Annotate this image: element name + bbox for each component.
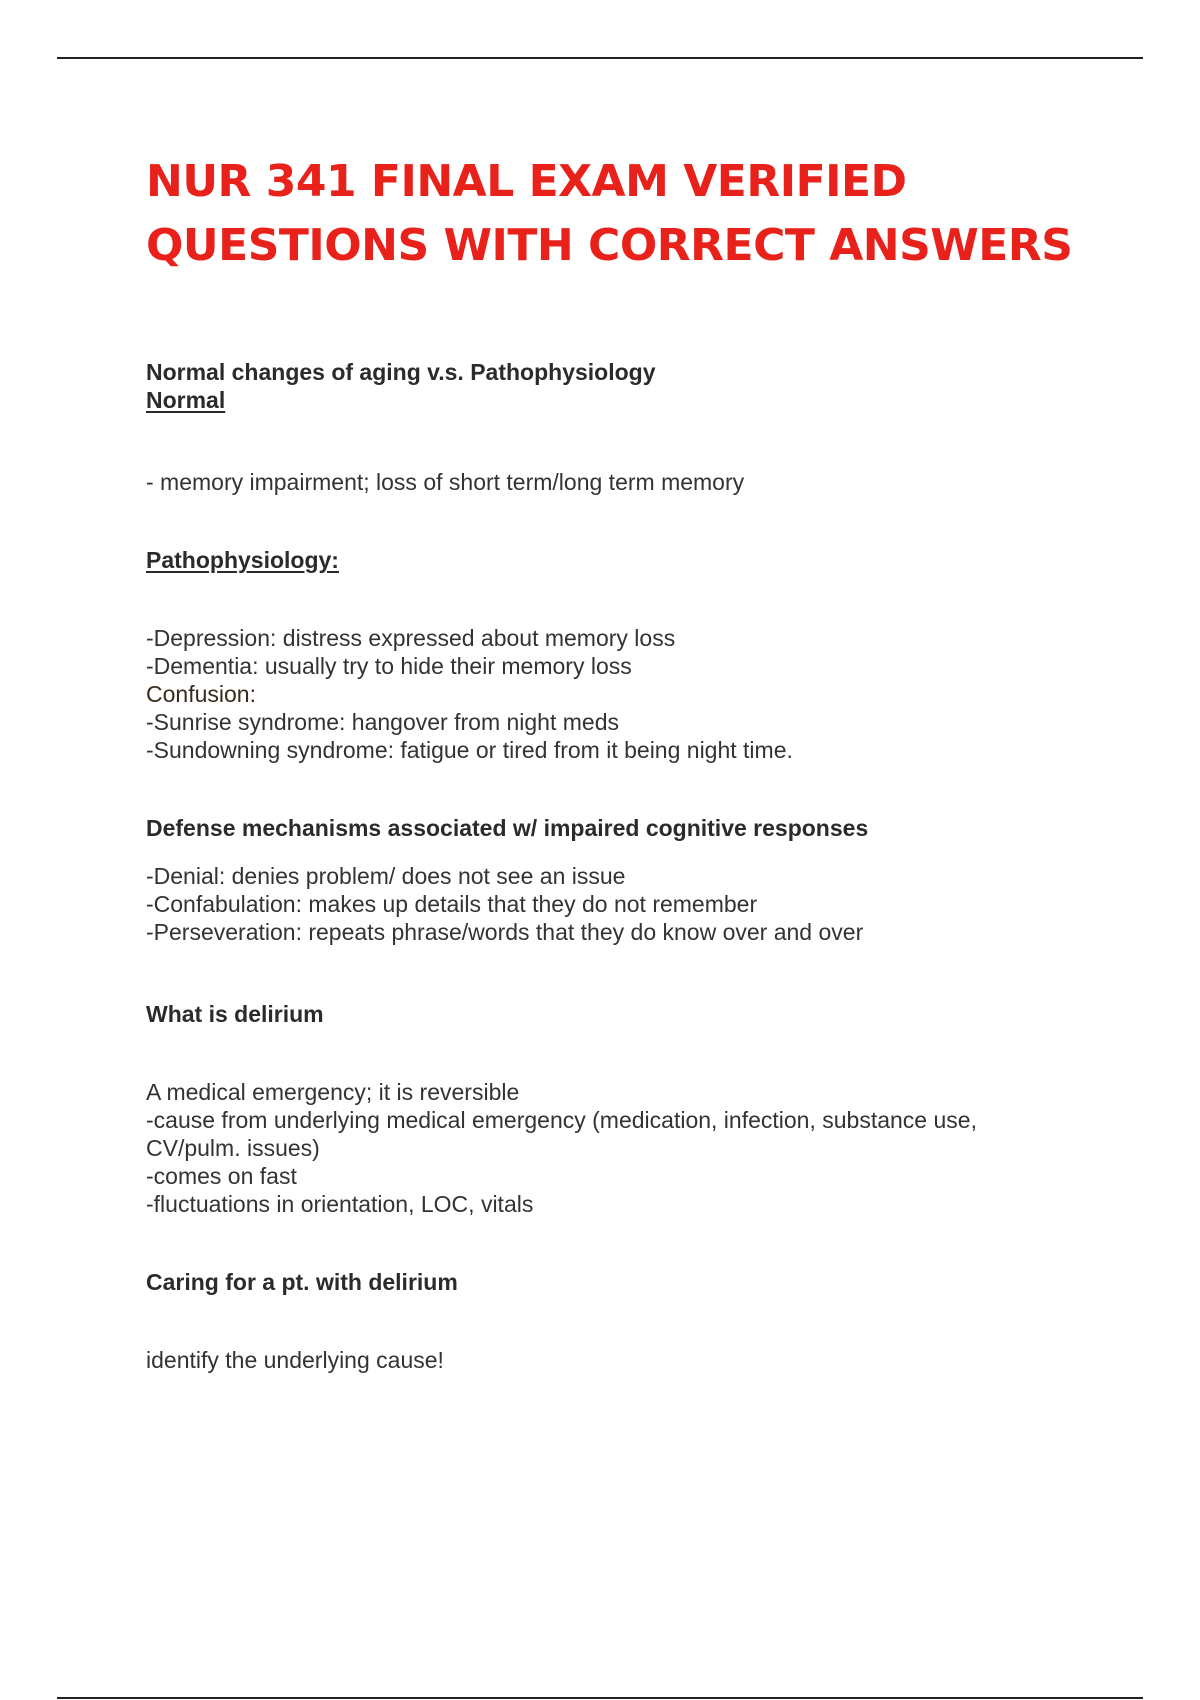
bottom-rule	[57, 1697, 1143, 1699]
document-content	[146, 150, 1106, 1374]
section-heading-caring-for-delirium: Caring for a pt. with delirium	[146, 1269, 458, 1295]
subheading-normal: Normal	[146, 387, 226, 413]
section-heading-normal-changes: Normal changes of aging v.s. Pathophysiology	[146, 359, 656, 385]
body-line: -cause from underlying medical emergency (medication, infection, substance use,	[146, 1107, 977, 1133]
top-rule	[57, 57, 1143, 59]
title-line-1: NUR 341 FINAL EXAM VERIFIED	[146, 156, 907, 207]
body-line: - memory impairment; loss of short term/long term memory	[146, 469, 745, 495]
body-line: -Sundowning syndrome: fatigue or tired from it being night time.	[146, 737, 793, 763]
body-line: -Perseveration: repeats phrase/words that they do know over and over	[146, 919, 864, 945]
body-line: Confusion:	[146, 681, 256, 707]
body-line: -Depression: distress expressed about memory loss	[146, 625, 676, 651]
body-line: identify the underlying cause!	[146, 1347, 444, 1373]
section-heading-what-is-delirium: What is delirium	[146, 1001, 324, 1027]
section-heading-defense-mechanisms: Defense mechanisms associated w/ impaired cognitive responses	[146, 815, 869, 841]
body-line: -Confabulation: makes up details that they do not remember	[146, 891, 758, 917]
document-title	[146, 150, 1106, 278]
body-line: -comes on fast	[146, 1163, 297, 1189]
section-heading-pathophysiology: Pathophysiology:	[146, 547, 339, 573]
body-line: -fluctuations in orientation, LOC, vitals	[146, 1191, 534, 1217]
title-line-2: QUESTIONS WITH CORRECT ANSWERS	[146, 220, 1073, 271]
body-line: CV/pulm. issues)	[146, 1135, 320, 1161]
body-line: A medical emergency; it is reversible	[146, 1079, 520, 1105]
body-line: -Denial: denies problem/ does not see an issue	[146, 863, 626, 889]
body-line: -Dementia: usually try to hide their memory loss	[146, 653, 632, 679]
body-line: -Sunrise syndrome: hangover from night meds	[146, 709, 619, 735]
